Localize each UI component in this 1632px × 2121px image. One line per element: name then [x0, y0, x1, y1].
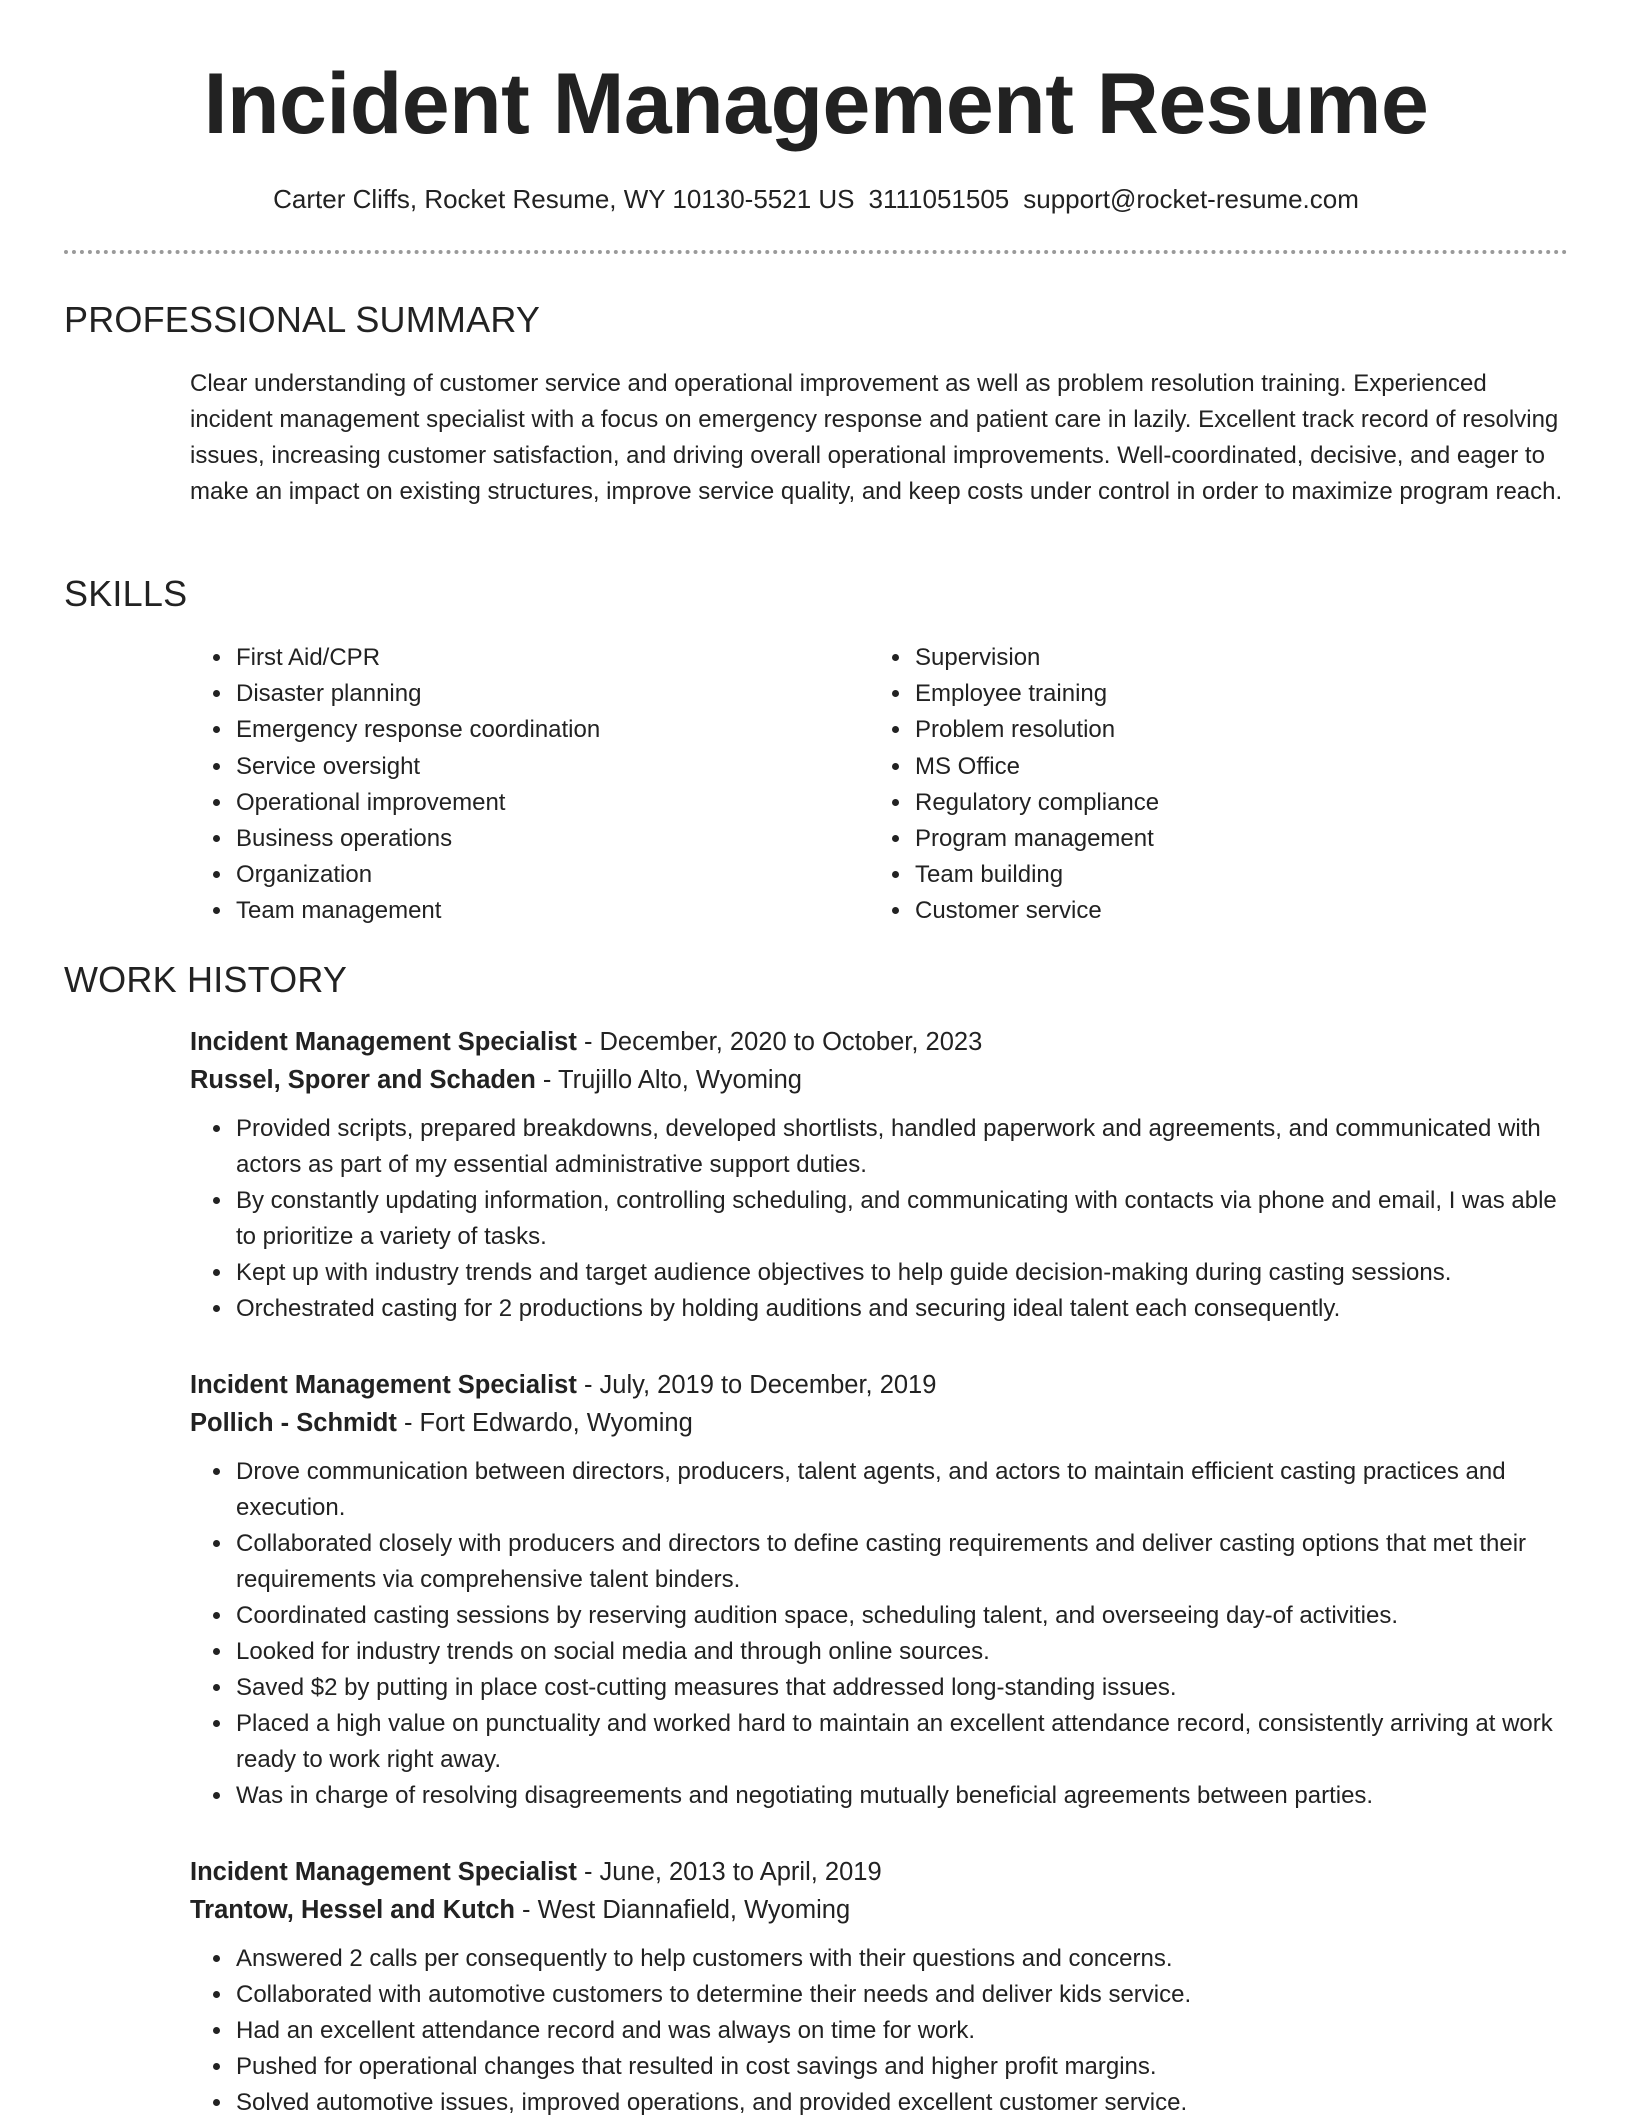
job-title-line [190, 1366, 1565, 1404]
job-role: Incident Management Specialist [190, 1371, 577, 1399]
job-bullet: • Provided scripts, prepared breakdowns, developed shortlists, handled paperwork and agreements, and communicated with actors as part of my essential administrative support duties. [234, 1111, 1565, 1183]
job-company-line [190, 1404, 1565, 1442]
section-title-skills: SKILLS [64, 573, 188, 614]
job-bullet: • Placed a high value on punctuality and worked hard to maintain an excellent attendance record, consistently arriving at work ready to work right away. [234, 1706, 1565, 1778]
job-company: Pollich - Schmidt [190, 1409, 397, 1437]
contact-phone: 3111051505 [868, 184, 1010, 214]
job-bullets [190, 1111, 1565, 1327]
skill-item: • Operational improvement [234, 785, 600, 821]
job-bullet: • Coordinated casting sessions by reserving audition space, scheduling talent, and overseeing day-of activities. [234, 1598, 1565, 1634]
skill-item: • Regulatory compliance [913, 785, 1159, 821]
skills-list-left [190, 640, 600, 930]
job-location: - Fort Edwardo, Wyoming [396, 1409, 693, 1437]
section-title-summary: PROFESSIONAL SUMMARY [64, 299, 541, 340]
skill-item: • Service oversight [234, 749, 600, 785]
skill-item: • First Aid/CPR [234, 640, 600, 676]
job-dates: - June, 2013 to April, 2019 [576, 1858, 882, 1886]
job-bullet: • Collaborated with automotive customers to determine their needs and deliver kids service. [234, 1977, 1565, 2013]
job-bullet: • Was in charge of resolving disagreements and negotiating mutually beneficial agreements between parties. [234, 1778, 1565, 1814]
skill-item: • Team management [234, 893, 600, 929]
job-location: - Trujillo Alto, Wyoming [535, 1066, 802, 1094]
resume-name: Incident Management Resume [203, 56, 1429, 152]
job-company-line [190, 1061, 1565, 1099]
skill-item: • Supervision [913, 640, 1159, 676]
job-role: Incident Management Specialist [190, 1858, 577, 1886]
job-title-line [190, 1853, 1565, 1891]
skill-item: • Organization [234, 857, 600, 893]
job-dates: - December, 2020 to October, 2023 [576, 1028, 983, 1056]
job-bullet: • Drove communication between directors, producers, talent agents, and actors to maintain efficient casting practices and execution. [234, 1454, 1565, 1526]
skill-item: • Emergency response coordination [234, 712, 600, 748]
job-dates: - July, 2019 to December, 2019 [576, 1371, 937, 1399]
contact-line [0, 182, 1632, 216]
job-bullet: • Saved $2 by putting in place cost-cutting measures that addressed long-standing issues. [234, 1670, 1565, 1706]
section-title-work-history: WORK HISTORY [64, 959, 348, 1000]
skill-item: • Employee training [913, 676, 1159, 712]
job-bullets [190, 1454, 1565, 1814]
skill-item: • Problem resolution [913, 712, 1159, 748]
job-bullet: • Orchestrated casting for 2 productions by holding auditions and securing ideal talent each consequently. [234, 1291, 1565, 1327]
job-role: Incident Management Specialist [190, 1028, 577, 1056]
job-title-line [190, 1023, 1565, 1061]
skill-item: • MS Office [913, 749, 1159, 785]
job-bullet: • Had an excellent attendance record and was always on time for work. [234, 2013, 1565, 2049]
job-entry [190, 1853, 1565, 2121]
job-bullet: • Answered 2 calls per consequently to help customers with their questions and concerns. [234, 1941, 1565, 1977]
job-company-line [190, 1891, 1565, 1929]
job-entry [190, 1366, 1565, 1814]
job-bullet: • Looked for industry trends on social media and through online sources. [234, 1634, 1565, 1670]
job-bullet: • Pushed for operational changes that resulted in cost savings and higher profit margins. [234, 2049, 1565, 2085]
skill-item: • Program management [913, 821, 1159, 857]
job-entry [190, 1023, 1565, 1327]
header-divider [64, 250, 1568, 254]
job-company: Trantow, Hessel and Kutch [190, 1896, 515, 1924]
skill-item: • Disaster planning [234, 676, 600, 712]
skills-list-right [869, 640, 1159, 930]
job-bullet: • Collaborated closely with producers and directors to define casting requirements and deliver casting options that met their requirements via comprehensive talent binders. [234, 1526, 1565, 1598]
skill-item: • Customer service [913, 893, 1159, 929]
job-bullet: • Kept up with industry trends and target audience objectives to help guide decision-making during casting sessions. [234, 1255, 1565, 1291]
job-company: Russel, Sporer and Schaden [190, 1066, 536, 1094]
summary-text: Clear understanding of customer service and operational improvement as well as problem resolution training. Experienced incident management specialist with a focus on emergency response and patient care in lazily. Excellent track record of resolving issues, increasing customer satisfaction, and driving overall operational improvements. Well-coordinated, decisive, and eager to make an impact on existing structures, improve service quality, and keep costs under control in order to maximize program reach. [190, 370, 1563, 505]
job-bullet: • By constantly updating information, controlling scheduling, and communicating with contacts via phone and email, I was able to prioritize a variety of tasks. [234, 1183, 1565, 1255]
skill-item: • Business operations [234, 821, 600, 857]
job-bullet: • Solved automotive issues, improved operations, and provided excellent customer service. [234, 2085, 1565, 2121]
job-bullets [190, 1941, 1565, 2121]
contact-address: Carter Cliffs, Rocket Resume, WY 10130-5521 US [273, 184, 855, 214]
contact-email[interactable]: support@rocket-resume.com [1023, 184, 1359, 214]
job-location: - West Diannafield, Wyoming [514, 1896, 851, 1924]
skill-item: • Team building [913, 857, 1159, 893]
